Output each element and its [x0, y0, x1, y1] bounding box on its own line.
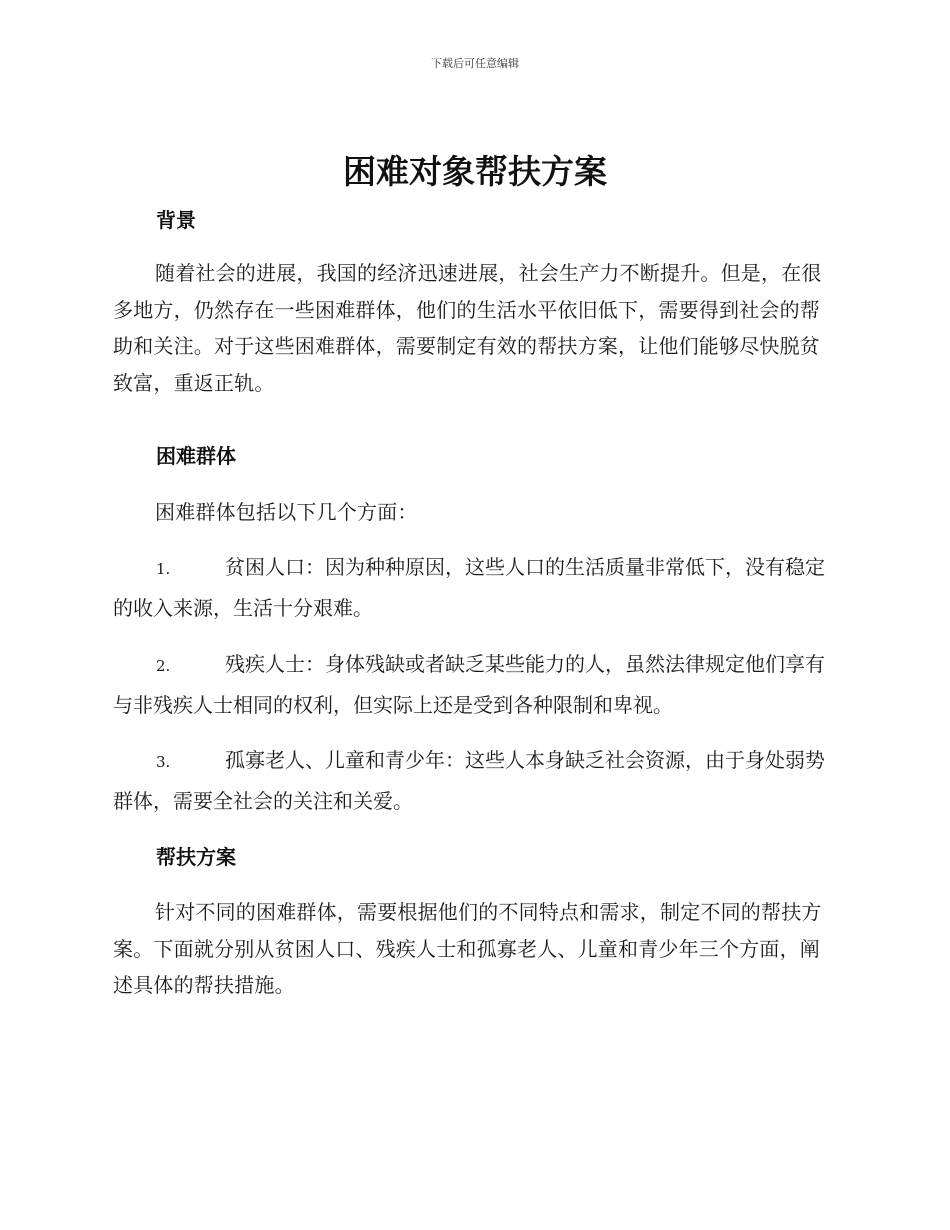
plan-paragraph: 针对不同的困难群体，需要根据他们的不同特点和需求，制定不同的帮扶方案。下面就分别从贫困人口、残疾人士和孤寡老人、儿童和青少年三个方面，阐述具体的帮扶措施。: [113, 900, 822, 997]
section-heading-plan: 帮扶方案: [156, 845, 236, 869]
list-item-text: 残疾人士：身体残缺或者缺乏某些能力的人，虽然法律规定他们享有与非残疾人士相同的权利，但实际上还是受到各种限制和卑视。: [113, 652, 825, 717]
section-heading-background: 背景: [156, 208, 196, 232]
list-number: 1.: [156, 560, 171, 578]
list-item: [113, 741, 833, 820]
list-item: [113, 548, 833, 627]
list-number: 3.: [156, 753, 171, 771]
list-item-text: 孤寡老人、儿童和青少年：这些人本身缺乏社会资源，由于身处弱势群体，需要全社会的关注和关爱。: [113, 748, 825, 813]
document-title: 困难对象帮扶方案: [343, 152, 607, 191]
list-number: 2.: [156, 657, 171, 675]
groups-intro-paragraph: 困难群体包括以下几个方面：: [155, 500, 418, 524]
background-paragraph: 随着社会的进展，我国的经济迅速进展，社会生产力不断提升。但是，在很多地方，仍然存在一些困难群体，他们的生活水平依旧低下，需要得到社会的帮助和关注。对于这些困难群体，需要制定有效的帮扶方案，让他们能够尽快脱贫致富，重返正轨。: [113, 261, 822, 395]
list-item-text: 贫困人口：因为种种原因，这些人口的生活质量非常低下，没有稳定的收入来源，生活十分艰难。: [113, 555, 825, 620]
section-heading-groups: 困难群体: [156, 444, 236, 468]
page-header: 下载后可任意编辑: [431, 57, 519, 70]
list-item: [113, 645, 833, 724]
